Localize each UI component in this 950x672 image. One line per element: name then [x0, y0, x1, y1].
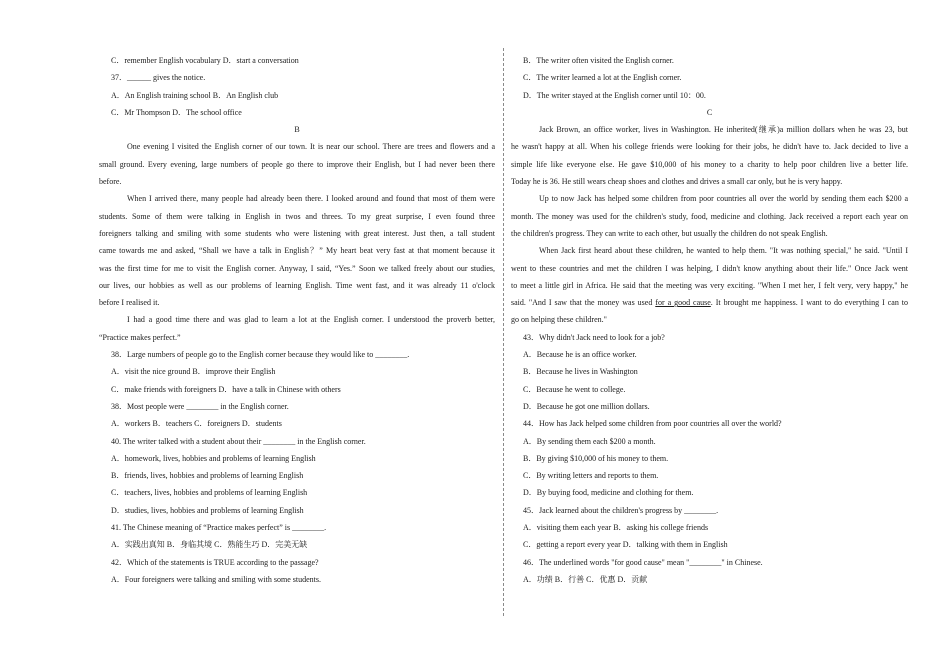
q37-stem: 37．______ gives the notice. [111, 73, 206, 83]
left-column [99, 52, 495, 588]
q38a-option-ab: A．visit the nice ground B．improve their English [111, 367, 276, 377]
q40-stem: 40. The writer talked with a student about their ________ in the English corner. [111, 436, 366, 446]
section-b-heading: B [294, 125, 300, 135]
q45-option-cd: C．getting a report every year D．talking with them in English [523, 540, 728, 550]
passage-c-line: Today he is 36. He still wears cheap shoes and clothes and drives a small car only, but he is very happy. [511, 177, 843, 187]
passage-b-line: foreigners talking and smiling with some students who were listening with great interest. Just then, a tall student [99, 228, 495, 238]
passage-c-line: to meet a little girl in Africa. He said that the meeting was very exciting. "When I met her, I felt very, very happy," he [511, 280, 908, 290]
q44-option-d: D．By buying food, medicine and clothing for them. [523, 488, 694, 498]
passage-c-line: go on helping these children." [511, 315, 607, 325]
passage-c-line: went to these countries and met the children I was helping, I didn't know anything about their life." Once Jack went [511, 263, 908, 273]
q42-option-b: B．The writer often visited the English corner. [523, 56, 674, 65]
q45-option-ab: A．visiting them each year B．asking his college friends [523, 523, 709, 533]
q46-stem: 46．The underlined words "for good cause" mean "________" in Chinese. [523, 557, 763, 567]
q45-stem: 45．Jack learned about the children's progress by ________. [523, 505, 719, 515]
passage-b-line: One evening I visited the English corner of our town. It is near our school. There are trees and flowers and a [127, 142, 495, 152]
passage-b-line: When I arrived there, many people had already been there. I looked around and found that most of them were [127, 194, 495, 204]
passage-c-line: he wasn't happy at all. When his college friends were looking for their jobs, he didn't have to. Jack decided to live a [511, 142, 908, 152]
section-c-heading: C [706, 107, 713, 117]
q37-option-ab: A．An English training school B．An English club [111, 90, 279, 100]
q41-options: A．实践出真知 B．身临其境 C．熟能生巧 D．完美无缺 [111, 540, 308, 550]
passage-c-line: the children's progress. They can write to each other, but usually the children do not speak English. [511, 228, 828, 238]
passage-c-line: month. The money was used for the children's study, food, medicine and clothing. Jack received a report each year on [511, 211, 908, 221]
q43-option-b: B．Because he lives in Washington [523, 367, 638, 377]
passage-c-line: simple life like everyone else. He gave $10,000 of his money to a charity to help poor children live a better life. [511, 159, 908, 169]
q42-stem: 42．Which of the statements is TRUE according to the passage? [111, 557, 319, 567]
passage-c-line: Jack Brown, an office worker, lives in Washington. He inherited(继承)a million dollars when he was 23, but [539, 125, 908, 135]
q38b-options: A．workers B．teachers C．foreigners D．students [111, 419, 282, 429]
q40-option-d: D．studies, lives, hobbies and problems of learning English [111, 505, 304, 515]
q43-option-a: A．Because he is an office worker. [523, 350, 637, 360]
q40-option-a: A．homework, lives, hobbies and problems of learning English [111, 453, 316, 463]
q41-stem: 41. The Chinese meaning of “Practice makes perfect” is ________. [111, 523, 327, 533]
passage-b-line: our lives, our hobbies as well as our problems of learning English. Time went fast, and it was already 11 o'clock [99, 280, 495, 290]
passage-b-line: before I realised it. [99, 298, 160, 308]
q36-option-cd: C．remember English vocabulary D．start a conversation [111, 56, 299, 65]
q42-option-c: C．The writer learned a lot at the English corner. [523, 73, 682, 83]
passage-b-line: I had a good time there and was glad to learn a lot at the English corner. I understood the proverb better, [127, 315, 495, 325]
passage-b-line: before. [99, 177, 122, 187]
q38a-option-cd: C．make friends with foreigners D．have a talk in Chinese with others [111, 384, 341, 394]
passage-c-line-underlined [511, 294, 908, 311]
column-divider [503, 48, 504, 616]
passage-b-line: came towards me and asked, “Shall we have a talk in English？” My heart beat very fast at that moment because it [99, 246, 495, 256]
underlined-phrase: for a good cause [655, 298, 711, 308]
q44-option-b: B．By giving $10,000 of his money to them. [523, 453, 669, 463]
passage-c-line: When Jack first heard about these children, he wanted to help them. "It was nothing special," he said. "Until I [539, 246, 908, 256]
q42-option-d: D．The writer stayed at the English corner until 10：00. [523, 90, 706, 100]
passage-c-text: . It brought me happiness. I want to do everything I can to [710, 298, 908, 308]
passage-b-line: small ground. Every evening, large numbers of people go there to improve their English, but I had never been there [99, 159, 495, 169]
q40-option-c: C．teachers, lives, hobbies and problems of learning English [111, 488, 308, 498]
q44-stem: 44．How has Jack helped some children from poor countries all over the world? [523, 419, 782, 429]
passage-c-text: said. "And I saw that the money was used [511, 298, 656, 308]
q38b-stem: 38．Most people were ________ in the English corner. [111, 401, 289, 411]
passage-c-line: Up to now Jack has helped some children from poor countries all over the world by sending them each $200 a [539, 194, 908, 204]
passage-b [99, 138, 495, 346]
passage-c [511, 121, 908, 329]
passage-b-line: was the first time for me to visit the English corner. Anyway, I said, “Yes.” Soon we talked freely about our studies, [99, 263, 495, 273]
passage-b-line: “Practice makes perfect.” [99, 332, 181, 342]
q43-option-d: D．Because he got one million dollars. [523, 401, 650, 411]
q38a-stem: 38．Large numbers of people go to the English corner because they would like to ________. [111, 350, 410, 360]
q40-option-b: B．friends, lives, hobbies and problems of learning English [111, 471, 304, 481]
q44-option-a: A．By sending them each $200 a month. [523, 436, 656, 446]
q44-option-c: C．By writing letters and reports to them. [523, 471, 659, 481]
passage-b-line: students. Some of them were talking in English in twos and threes. To my great surprise, I even found three [99, 211, 495, 221]
q43-stem: 43．Why didn't Jack need to look for a job? [523, 332, 665, 342]
q46-options: A．功绩 B．行善 C．优惠 D．贡献 [523, 574, 648, 584]
q42-option-a: A．Four foreigners were talking and smiling with some students. [111, 574, 321, 584]
q43-option-c: C．Because he went to college. [523, 384, 626, 394]
right-column [511, 52, 908, 588]
q37-option-cd: C．Mr Thompson D．The school office [111, 107, 242, 117]
